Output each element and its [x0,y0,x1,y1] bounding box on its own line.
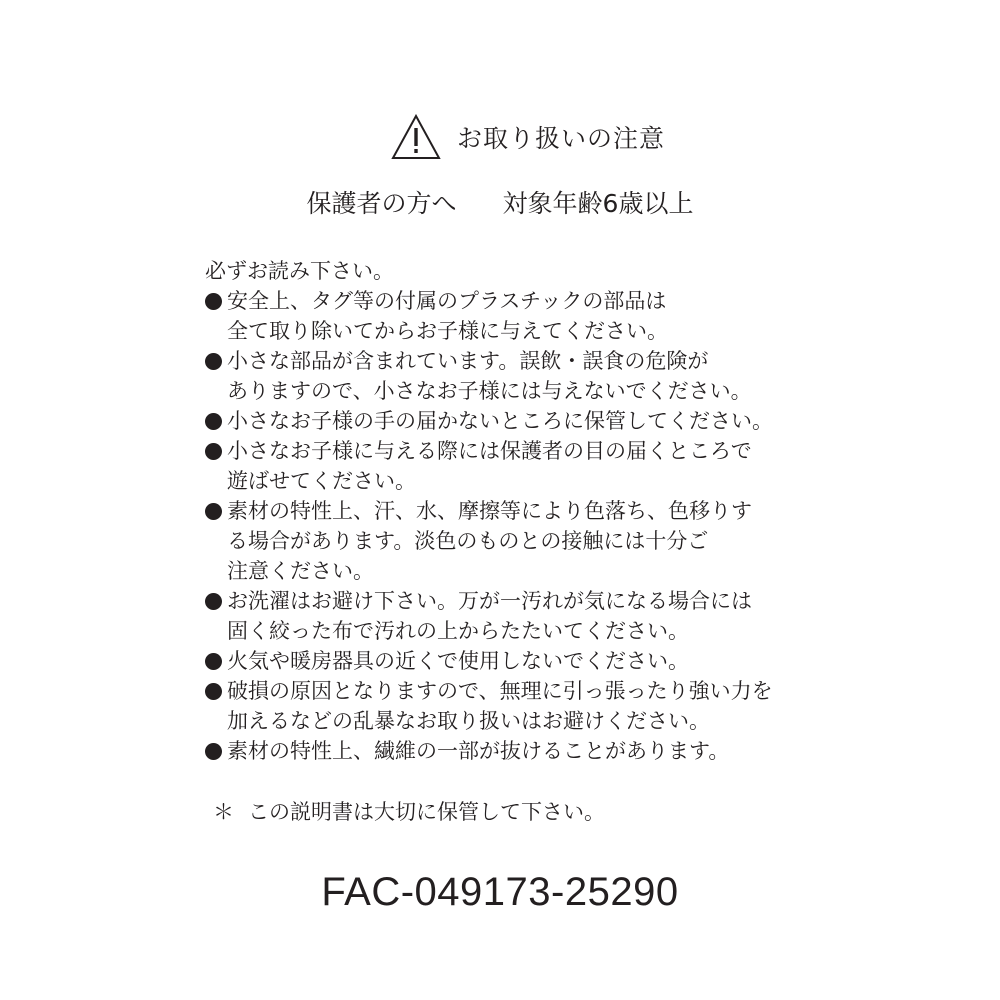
instruction-item [205,496,825,586]
bullet-icon [205,413,222,430]
instruction-item [205,286,825,346]
intro-text: 必ずお読み下さい。 [205,259,394,283]
instruction-item [205,676,825,736]
bullet-icon [205,443,222,460]
instruction-line: 小さなお子様に与える際には保護者の目の届くところで [227,439,752,463]
instruction-line: 小さなお子様の手の届かないところに保管してください。 [227,409,773,433]
instruction-item [205,346,825,406]
instruction-item [205,586,825,646]
instruction-item [205,406,825,436]
subtitle-row [0,184,1000,220]
instructions-body [205,256,825,766]
instruction-line: 小さな部品が含まれています。誤飲・誤食の危険が [227,349,709,373]
instruction-line: る場合があります。淡色のものとの接触には十分ご [227,529,709,553]
instruction-line: ありますので、小さなお子様には与えないでください。 [227,379,752,403]
warning-triangle-icon [391,114,441,160]
instruction-line: 火気や暖房器具の近くで使用しないでください。 [227,649,689,673]
bullet-icon [205,653,222,670]
asterisk-mark: ＊ [213,800,234,824]
instruction-list [205,286,825,766]
instruction-line: 固く絞った布で汚れの上からたたいてください。 [227,619,689,643]
instruction-line: 素材の特性上、繊維の一部が抜けることがあります。 [227,739,730,763]
audience-label: 保護者の方へ [306,189,457,218]
age-label: 対象年齢6歳以上 [502,189,694,218]
bullet-icon [205,293,222,310]
bullet-icon [205,593,222,610]
instruction-line: 加えるなどの乱暴なお取り扱いはお避けください。 [227,709,710,733]
keep-note-text: この説明書は大切に保管して下さい。 [248,800,605,824]
bullet-icon [205,743,222,760]
product-code: FAC-049173-25290 [321,870,679,914]
title-row [0,112,1000,162]
instruction-line: 安全上、タグ等の付属のプラスチックの部品は [227,289,667,313]
bullet-icon [205,353,222,370]
instruction-line: お洗濯はお避け下さい。万が一汚れが気になる場合には [227,589,752,613]
page-title: お取り扱いの注意 [456,124,665,153]
bullet-icon [205,683,222,700]
instruction-item [205,736,825,766]
instruction-line: 素材の特性上、汗、水、摩擦等により色落ち、色移りす [227,499,752,523]
bullet-icon [205,503,222,520]
instruction-item [205,436,825,496]
keep-note [213,796,605,826]
instruction-line: 全て取り除いてからお子様に与えてください。 [227,319,668,343]
instruction-line: 遊ばせてください。 [227,469,416,493]
instruction-line: 破損の原因となりますので、無理に引っ張ったり強い力を [227,679,773,703]
instruction-line: 注意ください。 [227,559,374,583]
instruction-item [205,646,825,676]
